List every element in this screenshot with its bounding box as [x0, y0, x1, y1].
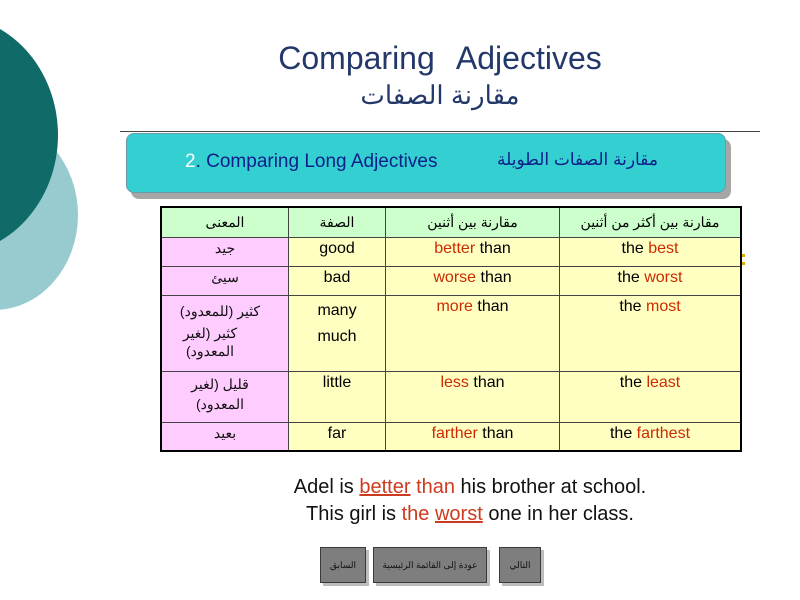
next-button[interactable]: التالي	[499, 547, 541, 583]
comparative-than: than	[476, 269, 512, 286]
example-sentence-1	[180, 474, 760, 501]
comparative-cell	[386, 296, 560, 372]
adjective-many: many	[317, 302, 357, 319]
superlative-word: farthest	[636, 425, 691, 442]
superlative-the: the	[619, 374, 647, 391]
banner-title-arabic: مقارنة الصفات الطويلة	[497, 150, 658, 169]
superlative-word: worst	[644, 269, 683, 286]
meaning-cell: جيد	[161, 238, 289, 267]
example-highlight: the	[401, 503, 435, 525]
meaning-cell: قليل (لغير المعدود)	[161, 372, 289, 423]
meaning-countable: كثير (للمعدود)	[179, 303, 261, 319]
banner-title	[185, 151, 437, 173]
comparative-word: better	[434, 240, 476, 257]
adjective-cell	[289, 296, 386, 372]
table-row	[161, 267, 741, 296]
example-highlight: better	[359, 476, 411, 498]
adjective-cell: little	[289, 372, 386, 423]
section-banner	[126, 133, 726, 193]
adjective-cell: bad	[289, 267, 386, 296]
meaning-uncountable: كثير (لغير المعدود)	[182, 325, 238, 359]
comparative-word: less	[440, 374, 469, 391]
example-sentence-2	[180, 501, 760, 528]
header-adjective: الصفة	[289, 207, 386, 238]
superlative-word: most	[646, 298, 681, 315]
superlative-cell	[560, 267, 742, 296]
table-row	[161, 238, 741, 267]
comparative-than: than	[477, 425, 514, 442]
superlative-word: least	[646, 374, 681, 391]
table-row	[161, 296, 741, 372]
adjective-much: much	[317, 328, 357, 345]
superlative-cell	[560, 238, 742, 267]
adjective-cell: good	[289, 238, 386, 267]
example-sentences	[180, 474, 760, 528]
comparative-word: farther	[431, 425, 478, 442]
superlative-the: the	[619, 298, 646, 315]
adjective-cell: far	[289, 423, 386, 451]
example-highlight: than	[410, 476, 455, 498]
title-divider	[120, 131, 760, 132]
previous-button[interactable]: السابق	[320, 547, 366, 583]
home-menu-button[interactable]: عودة إلى القائمة الرئيسية	[373, 547, 487, 583]
example-text: Adel is	[293, 476, 360, 498]
superlative-cell	[560, 372, 742, 423]
decorative-dot	[742, 262, 745, 265]
comparative-cell	[386, 423, 560, 451]
comparative-cell	[386, 238, 560, 267]
comparative-than: than	[475, 240, 511, 257]
superlative-word: best	[648, 240, 679, 257]
table-row	[161, 423, 741, 451]
superlative-the: the	[617, 269, 645, 286]
superlative-cell	[560, 296, 742, 372]
table-row	[161, 372, 741, 423]
header-superlative: مقارنة بين أكثر من أثنين	[560, 207, 742, 238]
superlative-cell	[560, 423, 742, 451]
superlative-the: the	[609, 425, 637, 442]
meaning-cell: سيئ	[161, 267, 289, 296]
example-text: one in her class.	[482, 503, 634, 525]
decorative-dot	[742, 254, 745, 257]
comparative-than: than	[472, 298, 509, 315]
table-header-row	[161, 207, 741, 238]
banner-number: 2	[185, 151, 196, 172]
example-text: his brother at school.	[455, 476, 647, 498]
meaning-cell: بعيد	[161, 423, 289, 451]
banner-text: . Comparing Long Adjectives	[195, 151, 438, 172]
header-meaning: المعنى	[161, 207, 289, 238]
comparative-cell	[386, 267, 560, 296]
header-comparative: مقارنة بين أثنين	[386, 207, 560, 238]
comparative-cell	[386, 372, 560, 423]
page-title-arabic: مقارنة الصفات	[360, 80, 520, 110]
page-title: Comparing Adjectives	[278, 40, 602, 76]
comparative-word: worse	[433, 269, 477, 286]
example-text: This girl is	[306, 503, 402, 525]
example-highlight: worst	[434, 503, 483, 525]
comparative-word: more	[436, 298, 473, 315]
superlative-the: the	[621, 240, 649, 257]
meaning-cell	[161, 296, 289, 372]
comparative-than: than	[468, 374, 505, 391]
adjectives-table	[160, 206, 742, 452]
